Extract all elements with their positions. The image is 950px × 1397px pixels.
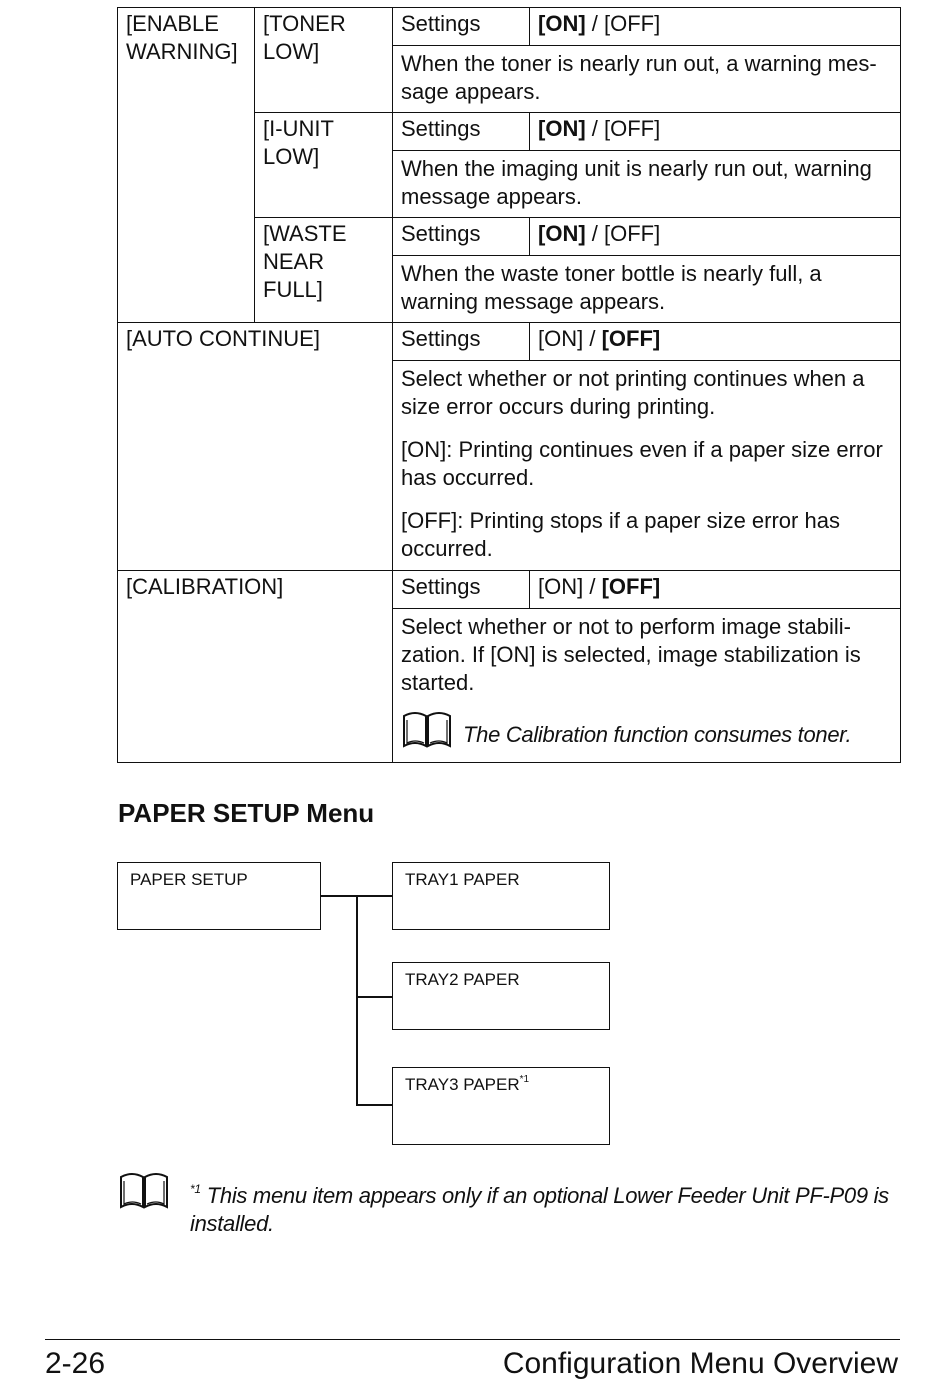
settings-label: Settings [393,218,530,256]
footnote-mark: *1 [519,1074,530,1085]
menu-node-tray3-paper [392,1067,610,1145]
menu-node-tray1-paper [392,862,610,930]
option-on: [ON] [538,326,584,351]
settings-label: Settings [393,571,530,609]
option-off: [OFF] [604,11,661,36]
toner-low-description: When the toner is nearly run out, a warning mes-sage appears. [393,46,901,113]
menu-node-label: TRAY1 PAPER [405,870,520,889]
option-off: [OFF] [601,574,661,599]
auto-continue-options [530,323,901,361]
option-on: [ON] [538,116,586,141]
calibration-options [530,571,901,609]
toner-low-options [530,8,901,46]
auto-continue-on-explanation: [ON]: Printing continues even if a paper size error has occurred. [401,437,883,490]
option-separator: / [585,11,604,36]
iunit-low-description: When the imaging unit is nearly run out, warning message appears. [393,151,901,218]
tree-connector [356,996,392,998]
auto-continue-label: [AUTO CONTINUE] [118,323,393,571]
footnote-mark: *1 [190,1182,201,1196]
menu-node-label: TRAY2 PAPER [405,970,520,989]
option-separator: / [583,574,602,599]
footer-divider [45,1339,900,1340]
option-off: [OFF] [604,221,661,246]
settings-label: Settings [393,8,530,46]
menu-node-label: PAPER SETUP [130,870,248,889]
running-title: Configuration Menu Overview [502,1347,898,1380]
option-on: [ON] [538,221,586,246]
footnote-text-block [190,1182,890,1238]
footnote-text: This menu item appears only if an optional Lower Feeder Unit PF-P09 is installed. [190,1183,889,1236]
calibration-note [401,711,892,749]
iunit-low-label: [I-UNIT LOW] [255,113,393,218]
settings-label: Settings [393,323,530,361]
book-icon [401,711,453,749]
calibration-label: [CALIBRATION] [118,571,393,763]
waste-near-full-description: When the waste toner bottle is nearly full, a warning message appears. [393,256,901,323]
calibration-description: Select whether or not to perform image stabili-zation. If [ON] is selected, image stabilization is started. [401,614,861,695]
option-separator: / [585,116,604,141]
calibration-note-text: The Calibration function consumes toner. [463,722,852,747]
iunit-low-options [530,113,901,151]
toner-low-label: [TONER LOW] [255,8,393,113]
option-on: [ON] [538,11,586,36]
option-on: [ON] [538,574,584,599]
option-separator: / [585,221,604,246]
menu-node-tray2-paper [392,962,610,1030]
settings-table [117,7,901,763]
menu-node-label: TRAY3 PAPER [405,1075,520,1094]
auto-continue-description: Select whether or not printing continues when a size error occurs during printing. [401,366,865,419]
enable-warning-label: [ENABLE WARNING] [118,8,255,323]
auto-continue-description-cell [393,361,901,571]
option-off: [OFF] [601,326,661,351]
waste-near-full-options [530,218,901,256]
settings-label: Settings [393,113,530,151]
auto-continue-off-explanation: [OFF]: Printing stops if a paper size error has occurred. [401,508,840,561]
section-heading: PAPER SETUP Menu [118,798,375,828]
page-number: 2-26 [45,1347,106,1380]
option-off: [OFF] [604,116,661,141]
option-separator: / [583,326,602,351]
tree-connector [356,895,358,1105]
book-icon [118,1172,170,1210]
waste-near-full-label: [WASTE NEAR FULL] [255,218,393,323]
calibration-description-cell [393,609,901,763]
tree-connector [356,1104,392,1106]
menu-node-paper-setup [117,862,321,930]
